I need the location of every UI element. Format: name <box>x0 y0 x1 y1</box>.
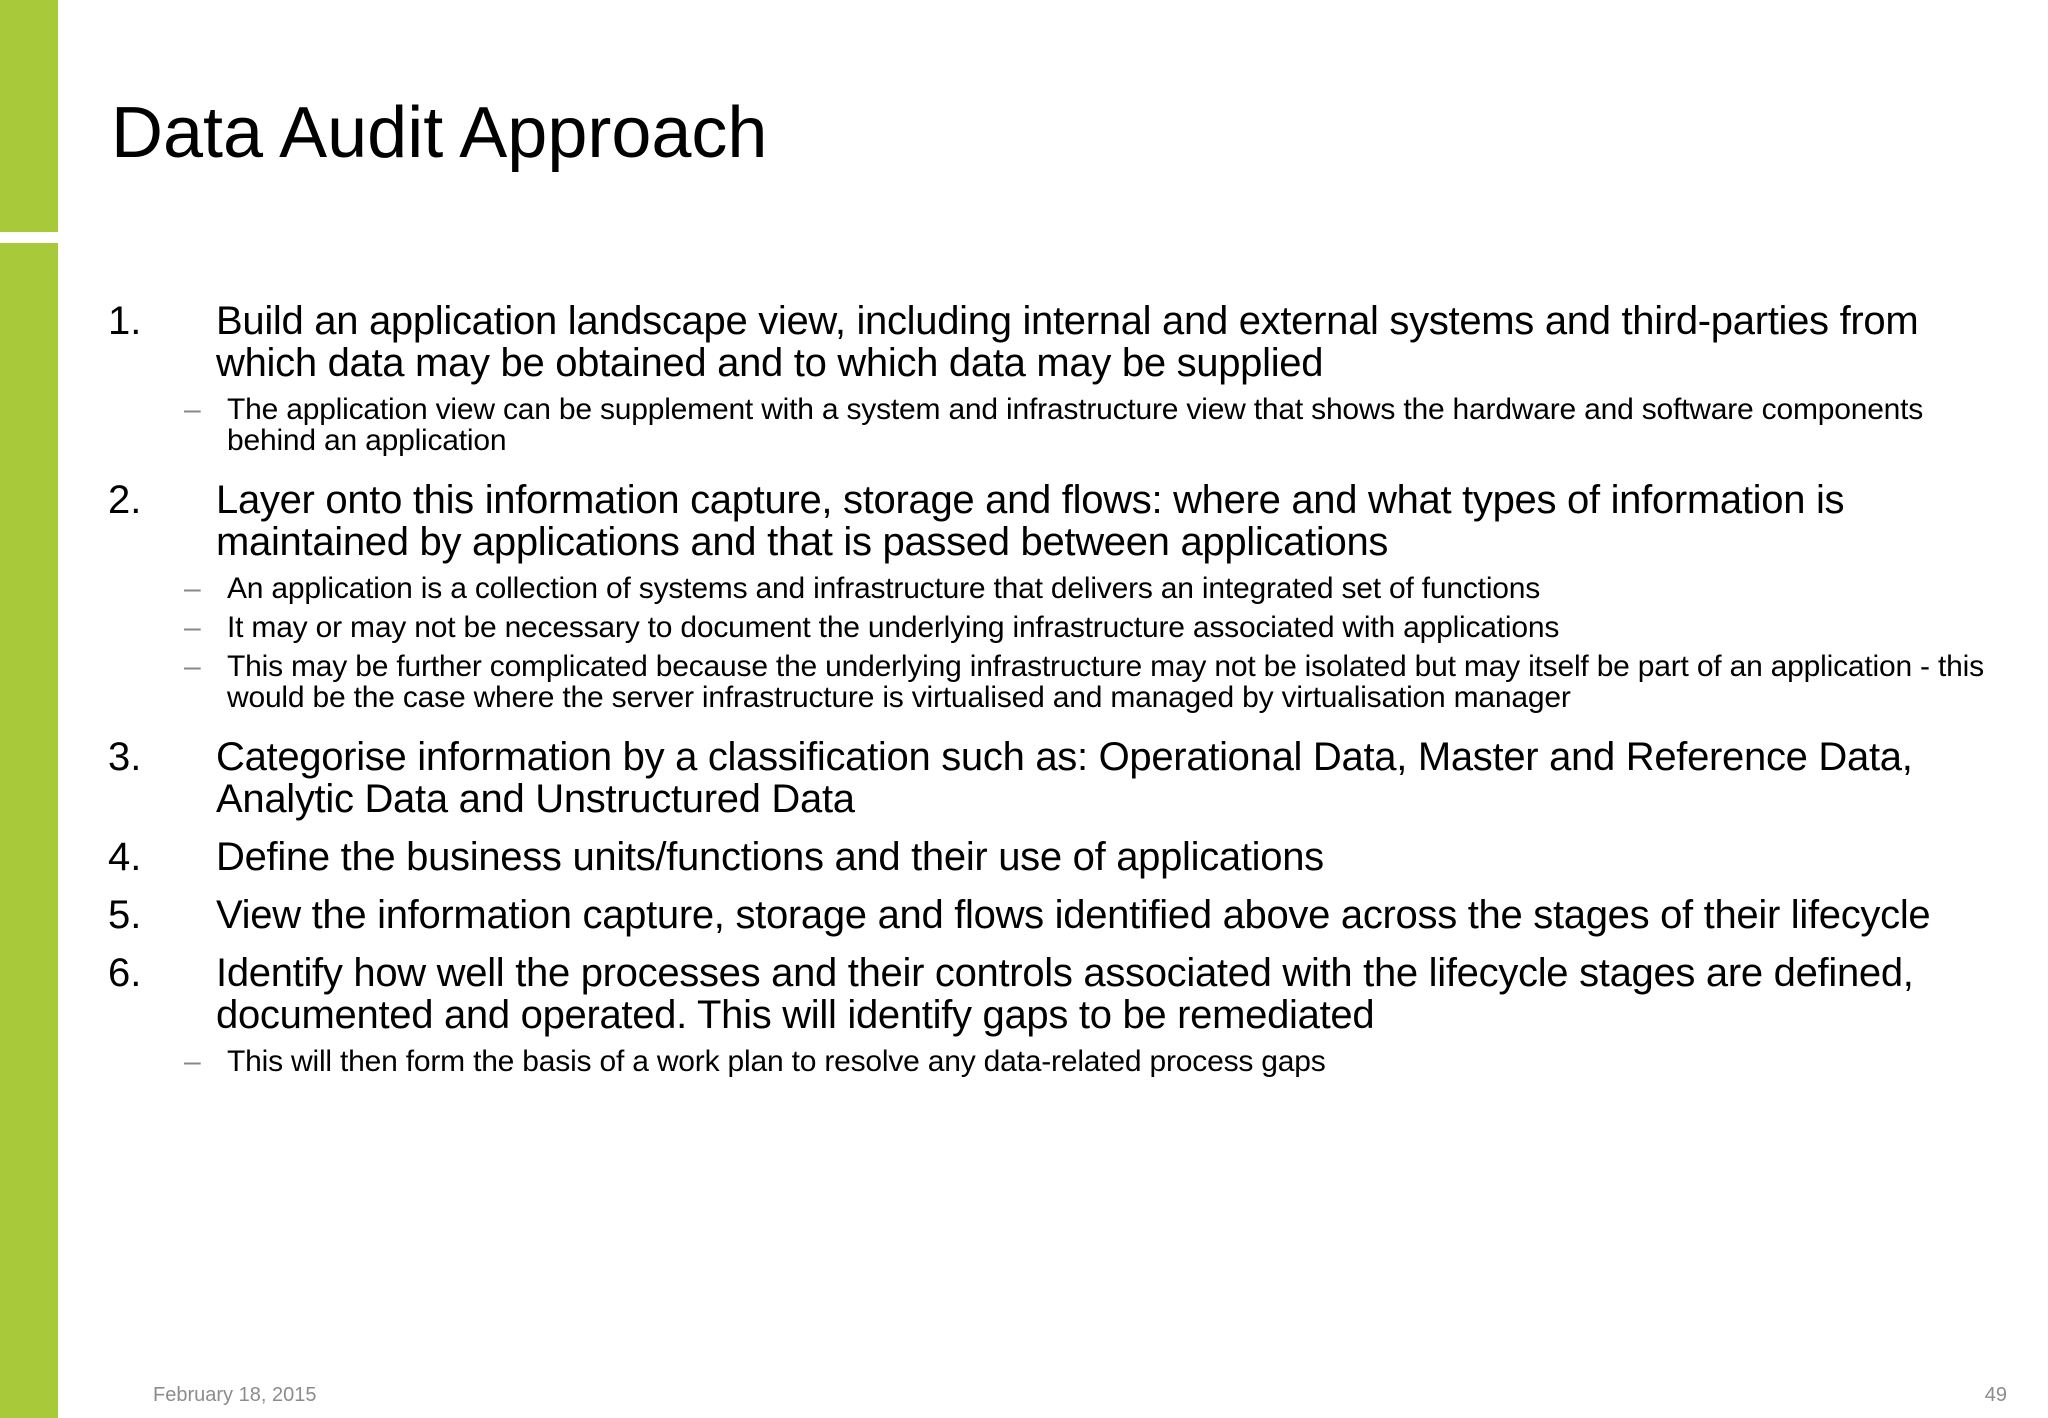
slide-title: Data Audit Approach <box>111 93 768 173</box>
sub-item-text: This will then form the basis of a work plan to resolve any data-related process gaps <box>227 1045 1326 1078</box>
item-text: Identify how well the processes and their controls associated with the lifecycle stages are defined, documented and operated. This will identify gaps to be remediated <box>216 951 1914 1037</box>
sub-item <box>184 573 1988 605</box>
item-number: 4. <box>108 835 142 879</box>
item-number: 2. <box>108 478 142 522</box>
item-number: 6. <box>108 951 142 995</box>
sub-item-text: This may be further complicated because the underlying infrastructure may not be isolated but may itself be part of an application - this would be the case where the server infrastructure is virtualised and managed by virtualisation manager <box>227 650 1984 714</box>
page-number: 49 <box>1984 1384 2007 1406</box>
item-body <box>184 951 1988 1085</box>
accent-bar-bottom <box>0 243 58 1418</box>
list-item-1 <box>108 300 1988 463</box>
footer-date: February 18, 2015 <box>153 1384 317 1406</box>
sub-item-text: An application is a collection of systems and infrastructure that delivers an integrated set of functions <box>227 572 1541 605</box>
list-item-2 <box>108 479 1988 720</box>
item-body <box>184 299 1988 463</box>
item-number: 1. <box>108 299 142 343</box>
sub-item <box>184 651 1988 713</box>
item-body <box>216 736 1988 820</box>
dash-marker: – <box>184 572 201 605</box>
item-body <box>184 478 1988 720</box>
sub-item <box>184 1046 1988 1078</box>
list-item-6 <box>108 952 1988 1085</box>
item-body <box>216 894 1988 936</box>
sub-item-text: It may or may not be necessary to document the underlying infrastructure associated with applications <box>227 611 1560 644</box>
item-text: Layer onto this information capture, storage and flows: where and what types of information is maintained by applications and that is passed between applications <box>216 478 1845 564</box>
sub-list <box>184 1045 1988 1078</box>
sub-item <box>184 612 1988 644</box>
sub-item-text: The application view can be supplement with a system and infrastructure view that shows the hardware and software components behind an application <box>227 393 1924 457</box>
list-item-4 <box>108 836 1988 878</box>
list-item-3 <box>108 736 1988 820</box>
item-number: 3. <box>108 735 142 779</box>
sub-list <box>184 393 1988 457</box>
item-text: Define the business units/functions and their use of applications <box>216 835 1324 879</box>
accent-bar-top <box>0 0 58 232</box>
item-text: View the information capture, storage and flows identified above across the stages of their lifecycle <box>216 893 1931 937</box>
sub-list <box>184 572 1988 714</box>
dash-marker: – <box>184 650 201 683</box>
list-item-5 <box>108 894 1988 936</box>
dash-marker: – <box>184 393 201 426</box>
dash-marker: – <box>184 611 201 644</box>
numbered-list <box>108 300 1988 1101</box>
item-text: Categorise information by a classification such as: Operational Data, Master and Reference Data, Analytic Data and Unstructured Data <box>216 735 1913 821</box>
item-body <box>216 836 1988 878</box>
dash-marker: – <box>184 1045 201 1078</box>
sub-item <box>184 394 1988 456</box>
item-number: 5. <box>108 893 142 937</box>
item-text: Build an application landscape view, including internal and external systems and third-parties from which data may be obtained and to which data may be supplied <box>216 299 1919 385</box>
